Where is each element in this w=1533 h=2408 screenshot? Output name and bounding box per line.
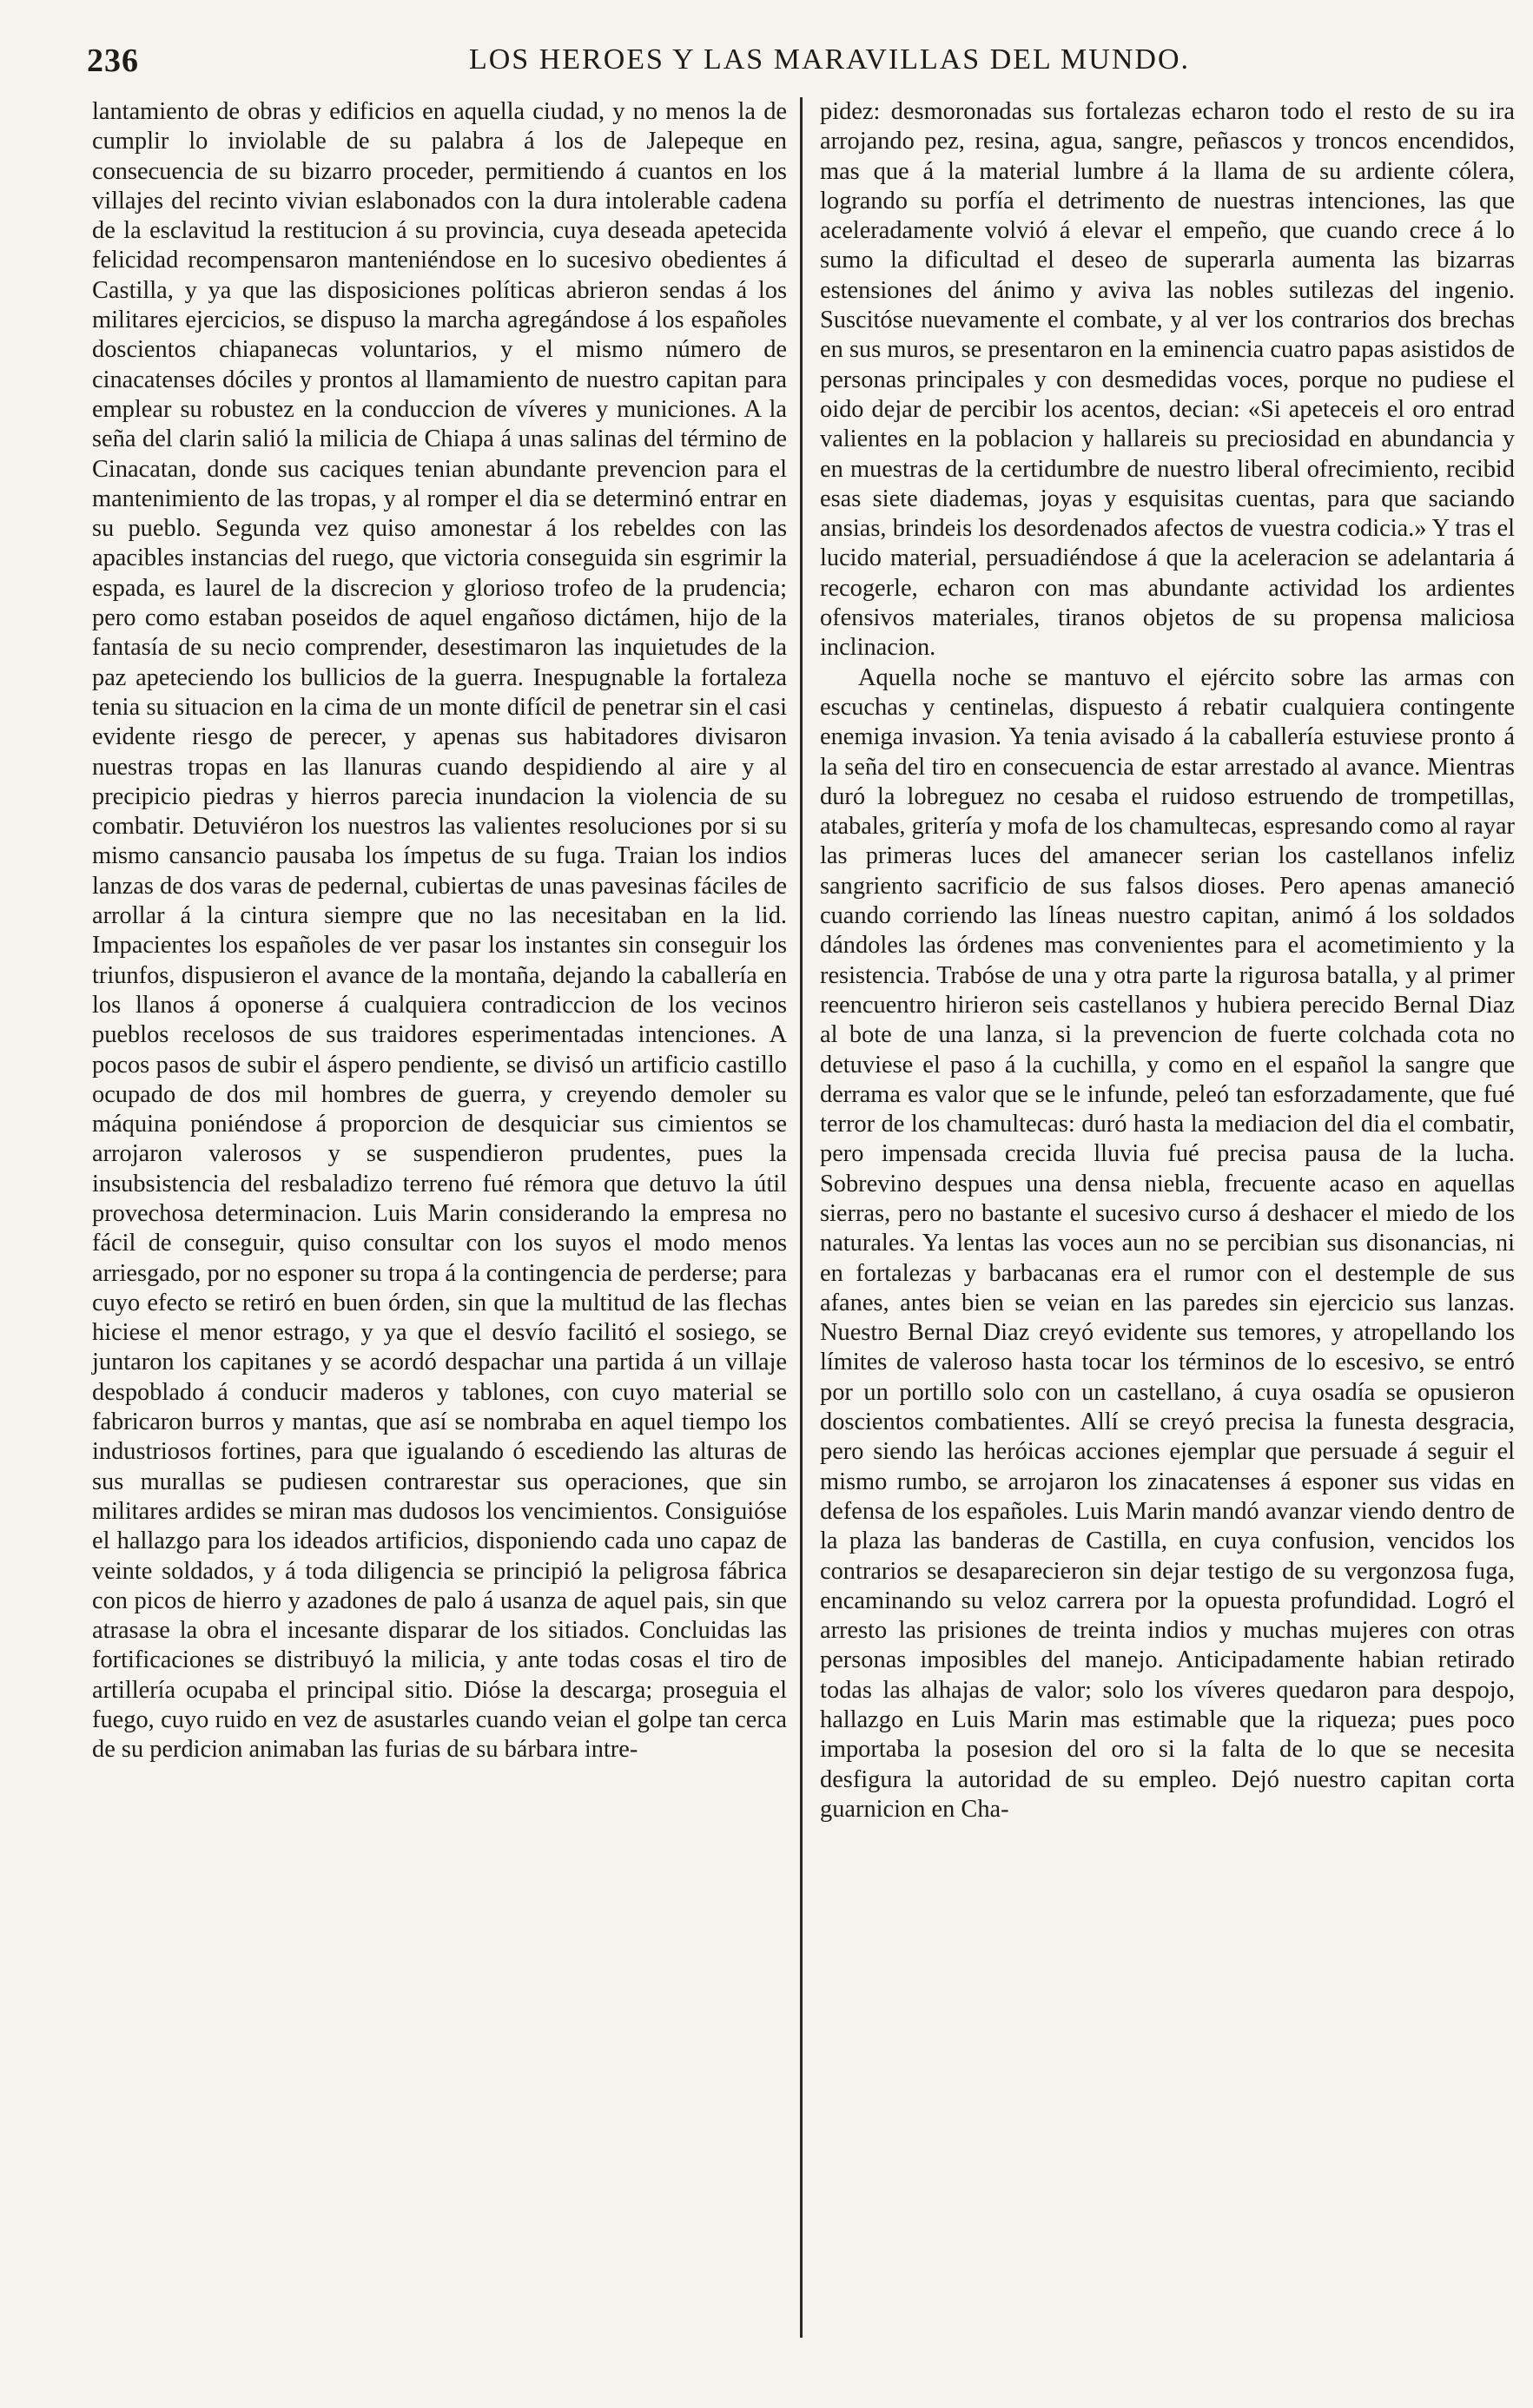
paragraph: pidez: desmoronadas sus fortalezas echaron todo el resto de su ira arrojando pez, resina, agua, sangre, peñascos y troncos encendidos, mas que á la material lumbre á la llama de su ardiente cólera, logrando su porfía el detrimento de nuestras intenciones, las que aceleradamente volvió á elevar el empeño, que cuando crece á lo sumo la dificultad el deseo de superarla aumenta las bizarras estensiones del ánimo y aviva las nobles sutilezas del ingenio. Suscitóse nuevamente el combate, y al ver los contrarios dos brechas en sus muros, se presentaron en la eminencia cuatro papas asistidos de personas principales y con desmedidas voces, porque no pudiese el oido dejar de percibir los acentos, decian: «Si apeteceis el oro entrad valientes en la poblacion y hallareis su preciosidad en abundancia y en muestras de la certidumbre de nuestro liberal ofrecimiento, recibid esas siete diademas, joyas y esquisitas cuentas, para que saciando ansias, brindeis los desordenados afectos de vuestra codicia.» Y tras el lucido material, persuadiéndose á que la aceleracion se adelantaria á recogerle, echaron con mas abundante actividad los ardientes ofensivos materiales, tiranos objetos de su propensa maliciosa inclinacion. <box>820 98 1515 662</box>
column-divider <box>800 97 803 2338</box>
page-header <box>87 42 1468 85</box>
running-title: LOS HEROES Y LAS MARAVILLAS DEL MUNDO. <box>468 43 1190 76</box>
text-column-right <box>820 97 1515 1824</box>
text-column-left <box>92 97 787 1765</box>
page-number: 236 <box>87 43 139 79</box>
paragraph: Aquella noche se mantuvo el ejército sobre las armas con escuchas y centinelas, dispuesto á rebatir cualquiera contingente enemiga invasion. Ya tenia avisado á la caballería estuviese pronto á la seña del tiro en consecuencia de estar arrestado al avance. Mientras duró la lobreguez no cesaba el ruidoso estruendo de trompetillas, atabales, gritería y mofa de los chamultecas, espresando como al rayar las primeras luces del amanecer serian los castellanos infeliz sangriento sacrificio de sus falsos dioses. Pero apenas amaneció cuando corriendo las líneas nuestro capitan, animó á los soldados dándoles las órdenes mas convenientes para el acometimiento y la resistencia. Trabóse de una y otra parte la rigurosa batalla, y al primer reencuentro hirieron seis castellanos y hubiera perecido Bernal Diaz al bote de una lanza, si la prevencion de fuerte colchada cota no detuviese el paso á la cuchilla, y como en el español la sangre que derrama es valor que se le infunde, peleó tan esforzadamente, que fué terror de los chamultecas: duró hasta la mediacion del dia el combatir, pero impensada crecida lluvia fué precisa pausa de la lucha. Sobrevino despues una densa niebla, frecuente acaso en aquellas sierras, pero no bastante el sucesivo curso á deshacer el miedo de los naturales. Ya lentas las voces aun no se percibian sus disonancias, ni en fortalezas y barbacanas era el rumor con el destemple de sus afanes, antes bien se veian en las paredes sin ejercicio sus lanzas. Nuestro Bernal Diaz creyó evidente sus temores, y atropellando los límites de valeroso hasta tocar los términos de lo escesivo, se entró por un portillo solo con un castellano, á cuya osadía se opusieron doscientos combatientes. Allí se creyó precisa la funesta desgracia, pero siendo las heróicas acciones ejemplar que persuade á seguir el mismo rumbo, se arrojaron los zinacatenses á esponer sus vidas en defensa de los españoles. Luis Marin mandó avanzar viendo dentro de la plaza las banderas de Castilla, en cuya confusion, vencidos los contrarios se desaparecieron sin dejar testigo de su vergonzosa fuga, encaminando su veloz carrera por la opuesta profundidad. Logró el arresto las prisiones de treinta indios y muchas mujeres con otras personas imposibles del manejo. Anticipadamente habian retirado todas las alhajas de valor; solo los víveres quedaron para despojo, hallazgo en Luis Marin mas estimable que la riqueza; pues poco importaba la posesion del oro si la falta de lo que se necesita desfigura la autoridad de su empleo. Dejó nuestro capitan corta guarnicion en Cha- <box>820 663 1515 1823</box>
paragraph: lantamiento de obras y edificios en aquella ciudad, y no menos la de cumplir lo inviolable de su palabra á los de Jalepeque en consecuencia de su bizarro proceder, permitiendo á cuantos en los villajes del recinto vivian eslabonados con la dura intolerable cadena de la esclavitud la restitucion á su provincia, cuya deseada apetecida felicidad recompensaron manteniéndose en lo sucesivo obedientes á Castilla, y ya que las disposiciones políticas abrieron sendas á los militares ejercicios, se dispuso la marcha agregándose á los españoles doscientos chiapanecas voluntarios, y el mismo número de cinacatenses dóciles y prontos al llamamiento de nuestro capitan para emplear su robustez en la conduccion de víveres y municiones. A la seña del clarin salió la milicia de Chiapa á unas salinas del término de Cinacatan, donde sus caciques tenian abundante prevencion para el mantenimiento de las tropas, y al romper el dia se determinó entrar en su pueblo. Segunda vez quiso amonestar á los rebeldes con las apacibles instancias del ruego, que victoria conseguida sin esgrimir la espada, es laurel de la discrecion y glorioso trofeo de la prudencia; pero como estaban poseidos de aquel engañoso dictámen, hijo de la fantasía de su necio comprender, desestimaron las inquietudes de la paz apeteciendo los bullicios de la guerra. Inespugnable la fortaleza tenia su situacion en la cima de un monte difícil de penetrar sin el casi evidente riesgo de perecer, y apenas sus habitadores divisaron nuestras tropas en las llanuras cuando despidiendo al aire y al precipicio piedras y hierros parecia inundacion la violencia de su combatir. Detuviéron los nuestros las valientes resoluciones por si su mismo cansancio pausaba los ímpetus de su fuga. Traian los indios lanzas de dos varas de pedernal, cubiertas de unas pavesinas fáciles de arrollar á la cintura siempre que no las necesitaban en la lid. Impacientes los españoles de ver pasar los instantes sin conseguir los triunfos, dispusieron el avance de la montaña, dejando la caballería en los llanos á oponerse á cualquiera contradiccion de los vecinos pueblos recelosos de sus traidores esperimentadas intenciones. A pocos pasos de subir el áspero pendiente, se divisó un artificio castillo ocupado de dos mil hombres de guerra, y creyendo demoler su máquina poniéndose á proporcion de desquiciar sus cimientos se arrojaron valerosos y se suspendieron prudentes, pues la insubsistencia del resbaladizo terreno fué rémora que detuvo la útil provechosa determinacion. Luis Marin considerando la empresa no fácil de conseguir, quiso consultar con los suyos el modo menos arriesgado, por no esponer su tropa á la contingencia de perderse; para cuyo efecto se retiró en buen órden, sin que la multitud de las flechas hiciese el menor estrago, y ya que el desvío facilitó el sosiego, se juntaron los capitanes y se acordó despachar una partida á un villaje despoblado á conducir maderos y tablones, con cuyo material se fabricaron burros y mantas, que así se nombraba en aquel tiempo los industriosos fortines, para que igualando ó escediendo las alturas de sus murallas se pudiesen contrarestar sus operaciones, que sin militares ardides se miran mas dudosos los vencimientos. Consiguióse el hallazgo para los ideados artificios, disponiendo cada uno capaz de veinte soldados, y á toda diligencia se principió la peligrosa fábrica con picos de hierro y azadones de palo á usanza de aquel pais, sin que atrasase la obra el incesante disparar de los sitiados. Concluidas las fortificaciones se distribuyó la milicia, y ante todas cosas el tiro de artillería ocupaba el principal sitio. Dióse la descarga; proseguia el fuego, cuyo ruido en vez de asustarles cuando veian el golpe tan cerca de su perdicion animaban las furias de su bárbara intre- <box>92 98 787 1764</box>
